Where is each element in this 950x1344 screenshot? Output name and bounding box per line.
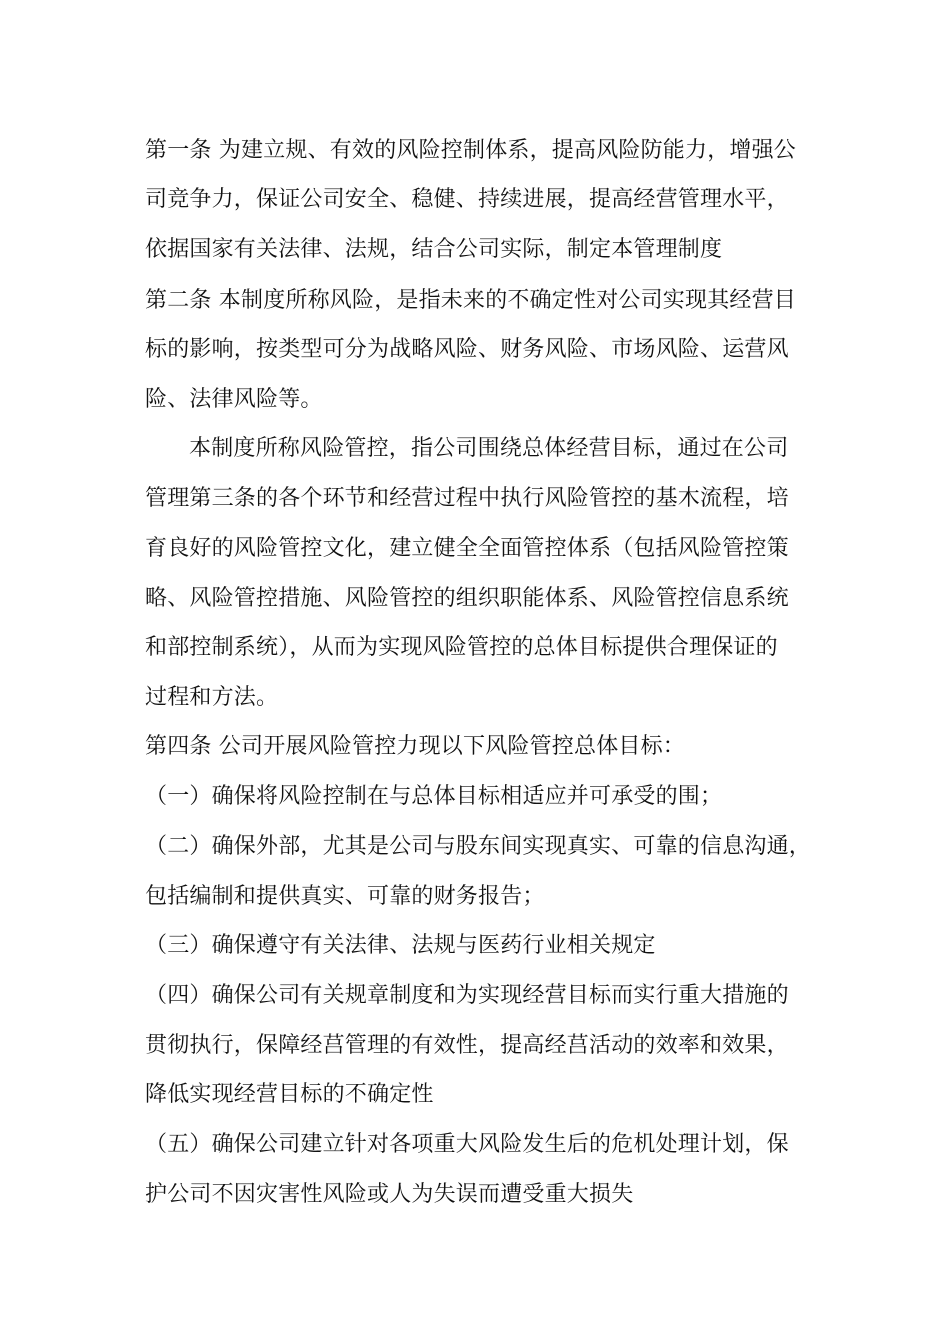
text-line: （五）确保公司建立针对各项重大风险发生后的危机处理计划，保 <box>145 1132 789 1157</box>
text-line: 第四条 公司开展风险管控力现以下风险管控总体目标： <box>145 734 685 759</box>
text-line: 贯彻执行，保障经莒管理的有效性，提高经莒活动的效率和效果， <box>145 1033 789 1058</box>
text-line: 和部控制系统），从而为实现风险管控的总体目标提供合理保证的 <box>145 635 778 660</box>
text-line: 本制度所称风险管控，指公司围绕总体经营目标，通过在公司 <box>189 436 789 461</box>
text-line: 护公司不因灾害性风险或人为失误而遭受重大损失 <box>145 1182 634 1207</box>
text-line: （三）确保遵守有关法律、法规与医药行业相关规定 <box>145 933 656 958</box>
text-line: （一）确保将风险控制在与总体目标相适应并可承受的围； <box>145 784 723 809</box>
text-line: 管理第三条的各个环节和经营过程中执行风险管控的基木流程，培 <box>145 486 789 511</box>
text-line: （二）确保外部，尤其是公司与股东间实现真实、可靠的信息沟通， <box>145 834 812 859</box>
text-line: 依据国家有关法律、法规，结合公司实际，制定本管理制度 <box>145 237 723 262</box>
text-line: 第一条 为建立规、有效的风险控制体系，提高风险防能力，增强公 <box>145 138 796 163</box>
text-line: 第二条 本制度所称风险，是指未来的不确定性对公司实现其经营目 <box>145 288 796 313</box>
text-line: 略、风险管控措施、风险管控的组织职能体系、风险管控信息系统 <box>145 586 789 611</box>
text-line: 司竞争力，保证公司安全、稳健、持续进展，提高经营管理水平， <box>145 187 789 212</box>
text-line: （四）确保公司有关规章制度和为实现经营目标而实行重大措施的 <box>145 983 789 1008</box>
text-line: 过程和方法。 <box>145 685 279 710</box>
text-line: 标的影响，按类型可分为战略风险、财务风险、市场风险、运营风 <box>145 337 789 362</box>
text-line: 包括编制和提供真实、可靠的财务报告； <box>145 884 545 909</box>
text-line: 险、法律风险等。 <box>145 387 323 412</box>
text-line: 降低实现经营目标的不确定性 <box>145 1082 434 1107</box>
text-line: 育良好的风险管控文化，建立健全全面管控体系（包括风险管控策 <box>145 536 789 561</box>
